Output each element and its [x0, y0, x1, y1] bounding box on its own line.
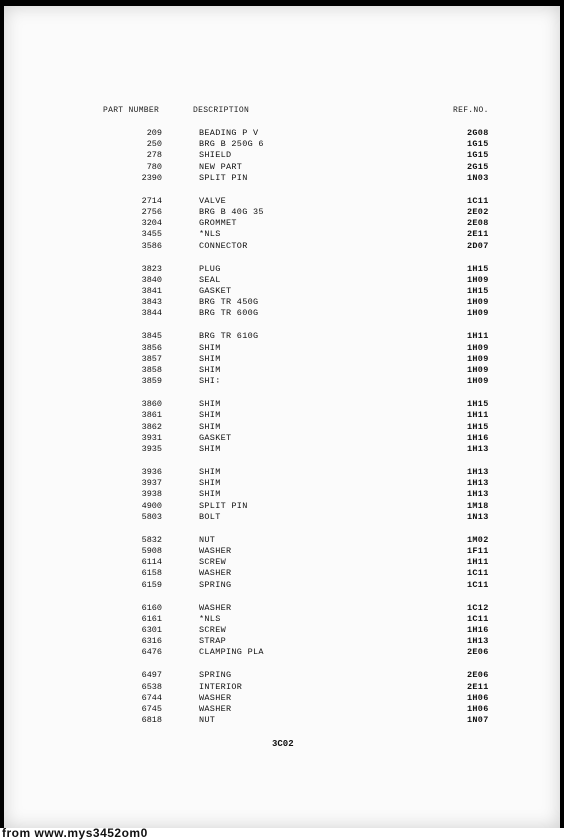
part-number: 3843: [141, 297, 162, 308]
bottom-strip: [0, 828, 564, 840]
part-description: NUT: [199, 534, 216, 545]
part-number: 6538: [141, 681, 162, 692]
part-number: 5832: [141, 534, 162, 545]
ref-number: 1G15: [467, 139, 489, 150]
part-number: 3857: [141, 353, 162, 364]
part-number: 6161: [141, 613, 162, 624]
part-number: 3860: [141, 399, 162, 410]
part-description: SHIM: [199, 478, 221, 489]
part-number: 3455: [141, 229, 162, 240]
table-row: [0, 139, 564, 150]
part-description: SPLIT PIN: [199, 172, 248, 183]
part-description: BEADING P V: [199, 128, 259, 138]
table-row: [0, 636, 564, 647]
part-number: 4900: [141, 500, 162, 511]
part-number: 6744: [141, 692, 162, 703]
ref-number: 1C12: [467, 602, 489, 613]
table-row: [0, 286, 564, 297]
ref-number: 1H11: [467, 410, 489, 421]
part-description: SCREW: [199, 557, 227, 568]
part-description: BRG B 40G 35: [199, 207, 264, 217]
table-row: [0, 207, 564, 218]
part-number: 5803: [141, 511, 162, 522]
part-description: SHIM: [199, 399, 221, 410]
part-number: 3859: [141, 376, 162, 387]
table-row: [0, 275, 564, 286]
ref-number: 1H09: [467, 376, 489, 387]
part-description: SHIM: [199, 410, 221, 421]
part-number: 3936: [141, 467, 162, 477]
part-number: 3856: [141, 342, 162, 353]
source-url-fragment: from www.mys3452om0: [2, 826, 148, 840]
ref-number: 1H09: [467, 365, 489, 375]
ref-number: 1H13: [467, 444, 489, 454]
part-description: CLAMPING PLA: [199, 647, 264, 658]
part-description: CONNECTOR: [199, 240, 248, 251]
ref-number: 1M18: [467, 500, 489, 511]
part-description: BRG TR 600G: [199, 308, 259, 319]
part-number: 2714: [141, 195, 162, 206]
table-row: [0, 410, 564, 421]
table-row: [0, 501, 564, 512]
ref-number: 1H13: [467, 489, 489, 500]
part-number: 3586: [141, 240, 162, 251]
part-number: 780: [146, 161, 162, 172]
part-number: 278: [146, 150, 162, 161]
part-description: STRAP: [199, 636, 227, 647]
ref-number: 1H06: [467, 692, 489, 703]
ref-number: 2E11: [467, 229, 489, 240]
part-number: 3841: [141, 286, 162, 296]
part-number: 3844: [141, 308, 162, 319]
header-description: DESCRIPTION: [193, 106, 250, 115]
table-row: [0, 444, 564, 455]
table-row: [0, 354, 564, 365]
part-description: BRG TR 610G: [199, 331, 259, 342]
part-description: VALVE: [199, 195, 227, 206]
table-row: [0, 433, 564, 444]
part-number: 209: [146, 128, 162, 138]
ref-number: 1H09: [467, 297, 489, 308]
ref-number: 2E06: [467, 670, 489, 681]
part-description: SHIM: [199, 342, 221, 353]
ref-number: 2G15: [467, 161, 489, 172]
ref-number: 1H15: [467, 263, 489, 274]
ref-number: 1N13: [467, 511, 489, 522]
part-number: 6301: [141, 625, 162, 635]
ref-number: 1F11: [467, 546, 489, 556]
part-number: 6114: [141, 557, 162, 568]
part-number: 6159: [141, 579, 162, 590]
part-number: 3845: [141, 331, 162, 342]
part-description: GASKET: [199, 286, 232, 296]
ref-number: 1H09: [467, 353, 489, 364]
part-number: 3858: [141, 365, 162, 375]
ref-number: 1H09: [467, 308, 489, 319]
table-row: [0, 162, 564, 173]
ref-number: 2E11: [467, 681, 489, 692]
table-row: [0, 218, 564, 229]
table-row: [0, 128, 564, 139]
ref-number: 1N03: [467, 172, 489, 183]
table-row: [0, 546, 564, 557]
part-description: PLUG: [199, 263, 221, 274]
table-row: [0, 229, 564, 240]
table-row: [0, 365, 564, 376]
part-number: 6818: [141, 715, 162, 726]
table-row: [0, 297, 564, 308]
table-row: [0, 715, 564, 726]
table-row: [0, 150, 564, 161]
part-number: 3204: [141, 218, 162, 229]
ref-number: 1H13: [467, 467, 489, 477]
part-description: BRG B 250G 6: [199, 139, 264, 150]
table-row: [0, 557, 564, 568]
part-number: 3935: [141, 444, 162, 454]
part-description: BRG TR 450G: [199, 297, 259, 308]
table-row: [0, 512, 564, 523]
ref-number: 1N07: [467, 715, 489, 726]
table-row: [0, 625, 564, 636]
part-description: WASHER: [199, 602, 232, 613]
part-number: 2756: [141, 207, 162, 217]
ref-number: 1H16: [467, 432, 489, 443]
part-number: 3861: [141, 410, 162, 421]
table-row: [0, 399, 564, 410]
part-description: SPRING: [199, 670, 232, 681]
part-number: 2390: [141, 172, 162, 183]
part-description: SPRING: [199, 579, 232, 590]
part-number: 3840: [141, 274, 162, 285]
part-description: SHIM: [199, 489, 221, 500]
table-row: [0, 376, 564, 387]
table-row: [0, 580, 564, 591]
table-row: [0, 308, 564, 319]
table-row: [0, 489, 564, 500]
table-row: [0, 331, 564, 342]
header-ref-no: REF.NO.: [453, 106, 489, 115]
ref-number: 1M02: [467, 534, 489, 545]
table-row: [0, 241, 564, 252]
part-description: SHIM: [199, 467, 221, 477]
part-number: 6476: [141, 647, 162, 658]
part-description: WASHER: [199, 704, 232, 714]
part-description: BOLT: [199, 511, 221, 522]
part-description: SPLIT PIN: [199, 500, 248, 511]
ref-number: 1H09: [467, 274, 489, 285]
part-description: SCREW: [199, 625, 227, 635]
table-row: [0, 535, 564, 546]
part-description: NEW PART: [199, 161, 243, 172]
part-description: SHIM: [199, 353, 221, 364]
ref-number: 2E08: [467, 218, 489, 229]
table-row: [0, 682, 564, 693]
table-row: [0, 264, 564, 275]
ref-number: 1C11: [467, 613, 489, 624]
table-row: [0, 614, 564, 625]
table-row: [0, 343, 564, 354]
part-description: SEAL: [199, 274, 221, 285]
table-row: [0, 670, 564, 681]
part-description: SHI∶: [199, 376, 221, 387]
ref-number: 2G08: [467, 128, 489, 138]
ref-number: 1G15: [467, 150, 489, 161]
part-number: 3937: [141, 478, 162, 489]
part-description: *NLS: [199, 229, 221, 240]
table-row: [0, 478, 564, 489]
part-description: GROMMET: [199, 218, 237, 229]
part-number: 6158: [141, 568, 162, 579]
part-number: 5908: [141, 546, 162, 556]
part-number: 3823: [141, 263, 162, 274]
part-description: GASKET: [199, 432, 232, 443]
table-row: [0, 693, 564, 704]
ref-number: 1H16: [467, 625, 489, 635]
ref-number: 1H15: [467, 421, 489, 432]
ref-number: 2E02: [467, 207, 489, 217]
table-row: [0, 568, 564, 579]
part-description: *NLS: [199, 613, 221, 624]
table-row: [0, 603, 564, 614]
table-row: [0, 422, 564, 433]
part-number: 6745: [141, 704, 162, 714]
part-number: 6316: [141, 636, 162, 647]
part-description: WASHER: [199, 546, 232, 556]
part-description: SHIM: [199, 444, 221, 454]
table-row: [0, 196, 564, 207]
ref-number: 1H15: [467, 399, 489, 410]
table-row: [0, 647, 564, 658]
part-number: 6160: [141, 602, 162, 613]
ref-number: 2D07: [467, 240, 489, 251]
ref-number: 1H06: [467, 704, 489, 714]
ref-number: 1H13: [467, 478, 489, 489]
ref-number: 1C11: [467, 568, 489, 579]
part-number: 250: [146, 139, 162, 150]
part-number: 3938: [141, 489, 162, 500]
page-code: 3C02: [272, 739, 294, 749]
part-description: WASHER: [199, 568, 232, 579]
ref-number: 1H11: [467, 557, 489, 568]
ref-number: 1C11: [467, 195, 489, 206]
table-row: [0, 467, 564, 478]
ref-number: 1H13: [467, 636, 489, 647]
part-description: SHIM: [199, 365, 221, 375]
part-number: 3931: [141, 432, 162, 443]
ref-number: 1H09: [467, 342, 489, 353]
part-description: WASHER: [199, 692, 232, 703]
ref-number: 1C11: [467, 579, 489, 590]
part-description: SHIELD: [199, 150, 232, 161]
table-row: [0, 173, 564, 184]
header-part-number: PART NUMBER: [103, 106, 160, 115]
part-description: NUT: [199, 715, 216, 726]
part-number: 6497: [141, 670, 162, 681]
ref-number: 2E06: [467, 647, 489, 658]
part-number: 3862: [141, 421, 162, 432]
part-description: INTERIOR: [199, 681, 243, 692]
ref-number: 1H15: [467, 286, 489, 296]
table-row: [0, 704, 564, 715]
part-description: SHIM: [199, 421, 221, 432]
ref-number: 1H11: [467, 331, 489, 342]
